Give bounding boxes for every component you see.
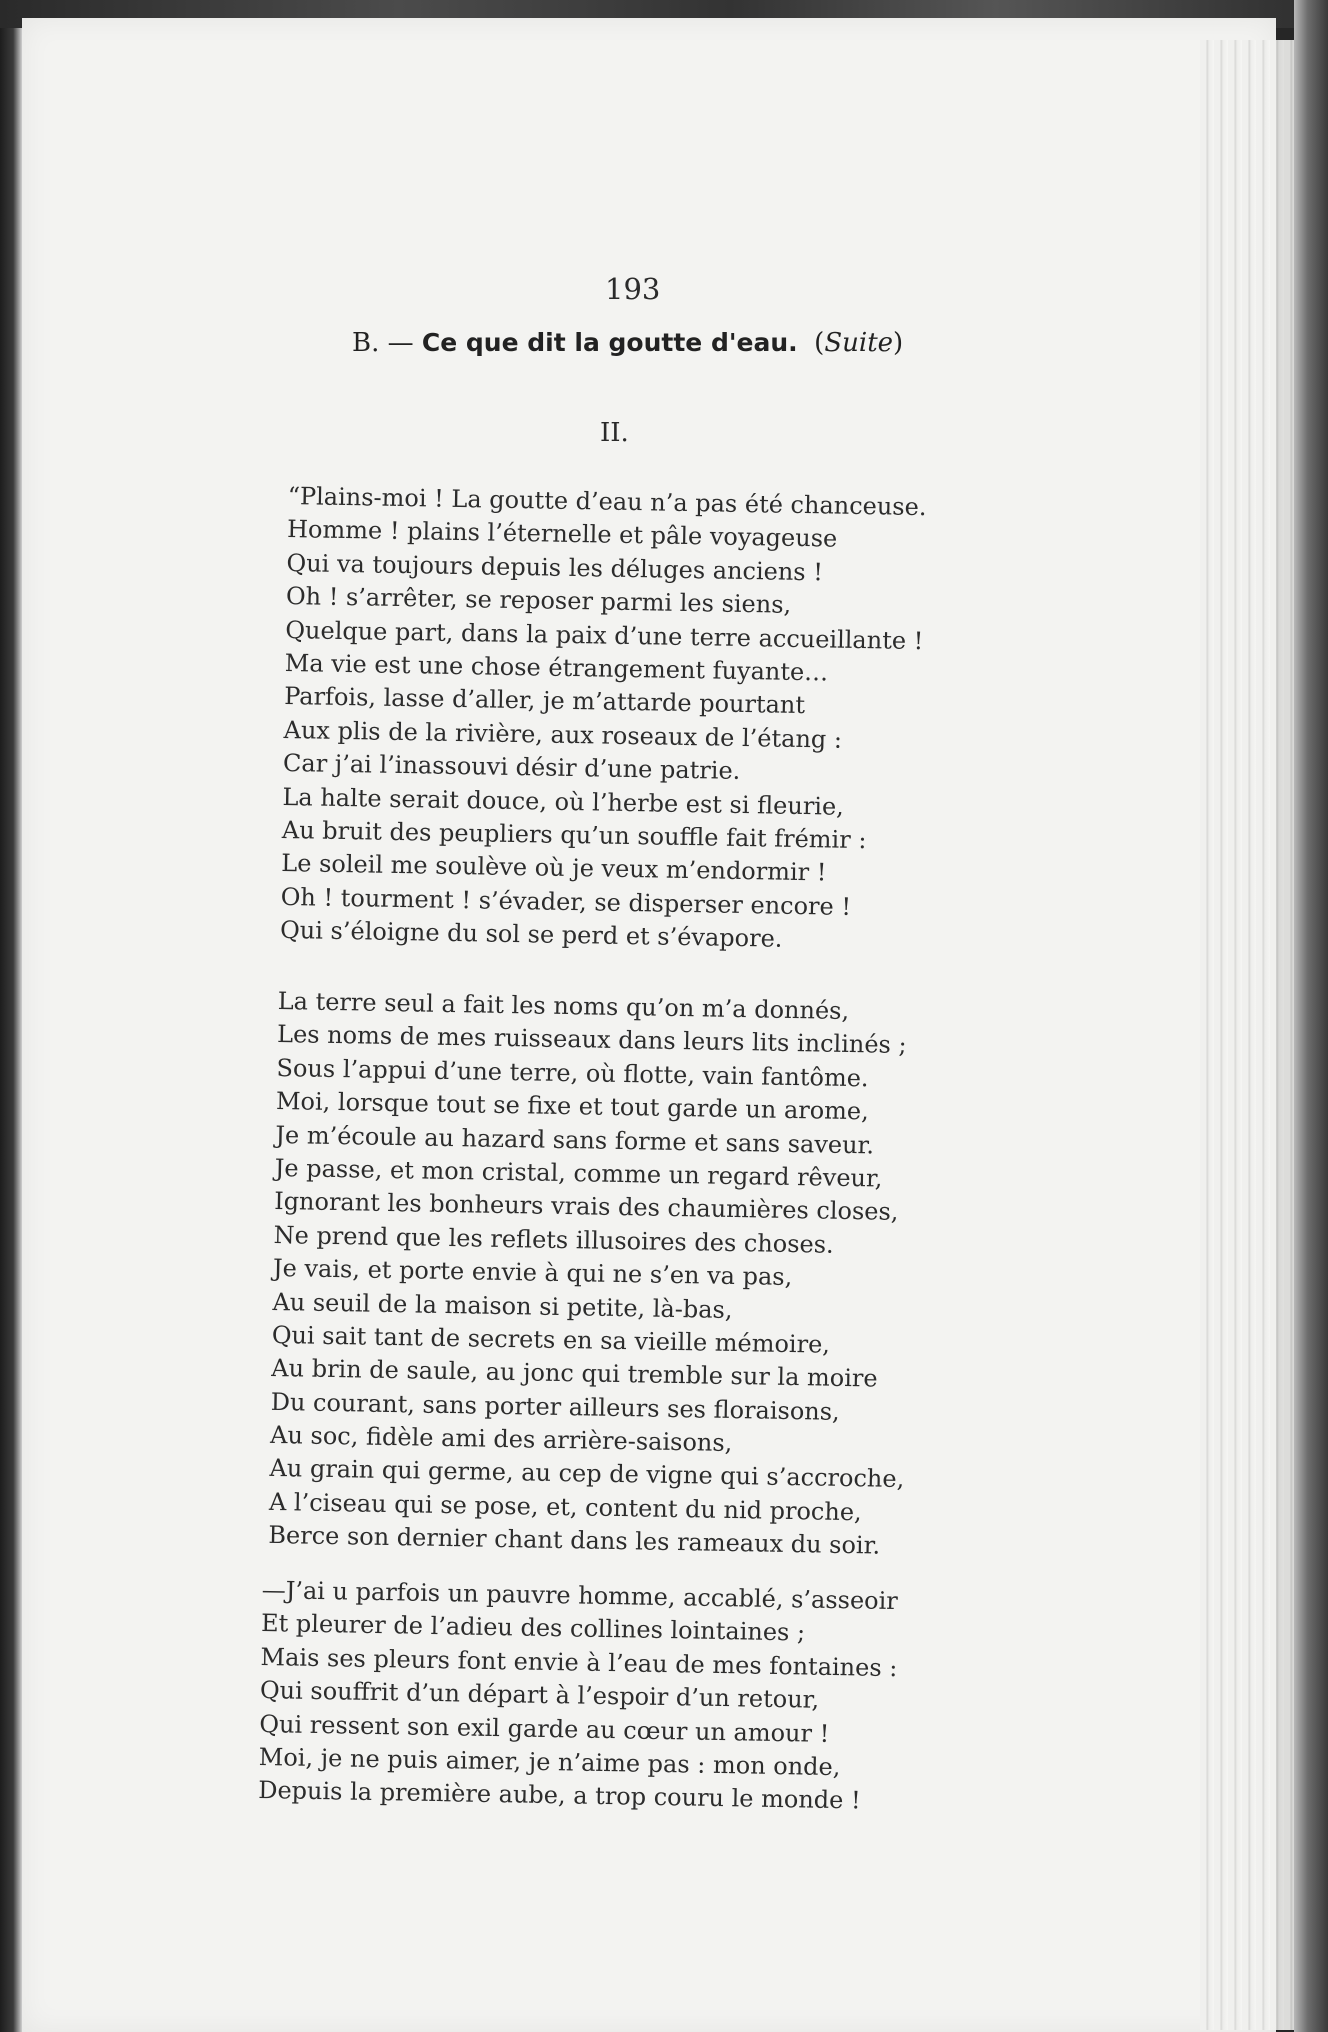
- right-page-edge: [1294, 0, 1328, 2032]
- poem-line: Depuis la première aube, a trop couru le monde !: [257, 1776, 861, 1815]
- page-gutter: [1200, 40, 1300, 2030]
- poem-line: Le soleil me soulève où je veux m’endormir !: [281, 849, 827, 887]
- poem-line: Au bruit des peupliers qu’un souffle fait frémir :: [281, 815, 867, 855]
- poem-line: Au grain qui germe, au cep de vigne qui s’accroche,: [269, 1454, 905, 1494]
- poem-line: Ignorant les bonheurs vrais des chaumières closes,: [273, 1187, 899, 1227]
- poem-line: Qui va toujours depuis les déluges anciens !: [286, 548, 824, 587]
- poem-line: Aux plis de la rivière, aux roseaux de l’étang :: [283, 715, 843, 754]
- poem-line: Je passe, et mon cristal, comme un regard rêveur,: [274, 1153, 883, 1193]
- poem-line: Au soc, fidèle ami des arrière-saisons,: [269, 1421, 733, 1458]
- poem-line: Sous l’appui d’une terre, où flotte, vain fantôme.: [276, 1053, 869, 1093]
- poem-line: Au seuil de la maison si petite, là-bas,: [272, 1287, 733, 1324]
- poem-line: Homme ! plains l’éternelle et pâle voyageuse: [286, 515, 838, 553]
- poem-line: A l’ciseau qui se pose, et, content du nid proche,: [268, 1487, 862, 1527]
- poem-line: Les noms de mes ruisseaux dans leurs lits inclinés ;: [276, 1020, 907, 1060]
- stanza: [280, 480, 927, 959]
- poem-line: Mais ses pleurs font envie à l’eau de mes fontaines :: [260, 1642, 898, 1682]
- poem-line: La halte serait douce, où l’herbe est si fleurie,: [282, 782, 845, 821]
- poem-line: Berce son dernier chant dans les rameaux du soir.: [268, 1521, 881, 1560]
- poem-line: Quelque part, dans la paix d’une terre accueillante !: [285, 615, 924, 655]
- poem-line: Oh ! s’arrêter, se reposer parmi les siens,: [285, 582, 792, 619]
- poem-line: Qui souffrit d’un départ à l’espoir d’un retour,: [259, 1676, 820, 1714]
- poem-line: Moi, je ne puis aimer, je n’aime pas : mon onde,: [258, 1742, 841, 1782]
- page-number: 193: [605, 272, 661, 306]
- poem-line: Parfois, lasse d’aller, je m’attarde pourtant: [283, 682, 806, 720]
- poem-line: Car j’ai l’inassouvi désir d’une patrie.: [282, 749, 741, 786]
- heading-prefix: B. —: [352, 328, 422, 358]
- poem-line: Du courant, sans porter ailleurs ses floraisons,: [270, 1387, 840, 1426]
- left-page-edge: [0, 0, 22, 2032]
- section-number: II.: [600, 418, 629, 448]
- poem-line: Oh ! tourment ! s’évader, se disperser encore !: [280, 882, 852, 921]
- poem-line: Je vais, et porte envie à qui ne s’en va pas,: [272, 1254, 793, 1292]
- poem-line: Et pleurer de l’adieu des collines lointaines ;: [260, 1609, 806, 1647]
- poem-line: Qui s’éloigne du sol se perd et s’évapore.: [279, 916, 783, 953]
- poem-line: La terre seul a fait les noms qu’on m’a donnés,: [277, 986, 850, 1025]
- heading-suffix: Suite: [824, 328, 894, 358]
- poem-line: —J’ai u parfois un pauvre homme, accablé, s’asseoir: [261, 1575, 899, 1616]
- poem-line: Ma vie est une chose étrangement fuyante…: [284, 648, 829, 687]
- poem-line: Moi, lorsque tout se fixe et tout garde un arome,: [275, 1087, 870, 1126]
- stanza: [268, 985, 913, 1564]
- heading-title: Ce que dit la goutte d'eau.: [421, 328, 798, 357]
- poem-line: Qui ressent son exil garde au cœur un amour !: [259, 1709, 830, 1748]
- poem-heading: B. — Ce que dit la goutte d'eau. (Suite): [352, 328, 904, 358]
- stanza: [258, 1574, 899, 1819]
- poem-line: Je m’écoule au hazard sans forme et sans saveur.: [275, 1120, 875, 1159]
- poem-line: Au brin de saule, au jonc qui tremble sur la moire: [271, 1354, 878, 1393]
- poem-line: Qui sait tant de secrets en sa vieille mémoire,: [271, 1320, 831, 1359]
- poem-line: Ne prend que les reflets illusoires des choses.: [273, 1220, 834, 1259]
- poem-line: “Plains-moi ! La goutte d’eau n’a pas été chanceuse.: [287, 481, 927, 522]
